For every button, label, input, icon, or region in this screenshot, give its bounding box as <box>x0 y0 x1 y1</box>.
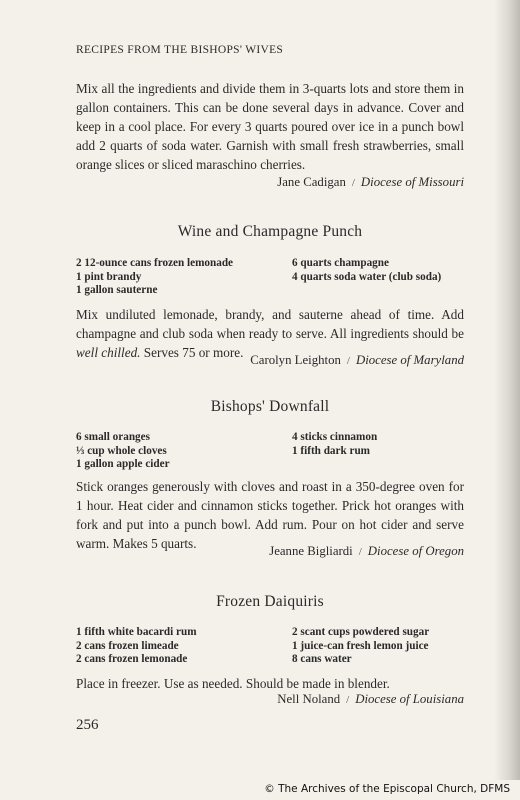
ingredient: 4 quarts soda water (club soda) <box>292 270 442 283</box>
ingredient: 2 cans frozen limeade <box>76 639 179 652</box>
author-name: Nell Noland <box>277 692 341 706</box>
recipe-attribution <box>250 353 464 368</box>
ingredients-left <box>76 257 233 298</box>
ingredient: 6 small oranges <box>76 431 150 443</box>
ingredient: 1 gallon apple cider <box>76 458 170 470</box>
recipe-attribution <box>269 544 464 559</box>
ingredient: ⅓ cup whole cloves <box>76 444 167 457</box>
ingredient: 1 pint brandy <box>76 270 142 283</box>
recipe-title: Frozen Daiquiris <box>216 593 324 610</box>
diocese-name: Diocese of Oregon <box>367 544 464 558</box>
diocese-name: Diocese of Maryland <box>355 353 464 367</box>
ingredient: 1 fifth dark rum <box>292 444 371 457</box>
diocese-name: Diocese of Missouri <box>360 175 464 189</box>
ingredient: 8 cans water <box>292 653 352 665</box>
page-number: 256 <box>76 717 99 733</box>
ingredient: 2 12-ounce cans frozen lemonade <box>76 257 234 269</box>
author-name: Carolyn Leighton <box>250 353 341 367</box>
ingredients-right <box>292 257 441 284</box>
page-gutter-shadow <box>494 0 520 780</box>
instructions-text: Serves 75 or more. <box>140 345 244 360</box>
separator: / <box>358 546 362 558</box>
recipe-attribution <box>277 692 464 707</box>
ingredient: 1 gallon sauterne <box>76 284 158 296</box>
ingredients-left <box>76 431 170 472</box>
separator: / <box>346 694 350 706</box>
recipe-instructions: Stick oranges generously with cloves and roast in a 350-degree oven for 1 hour. Heat cider and cinnamon sticks together. Prick hot oranges with fork and put into a punch bowl. Add rum. Pour on hot cider and serve warm. Makes 5 quarts. <box>76 479 464 551</box>
recipe-instructions: Place in freezer. Use as needed. Should be made in blender. <box>76 676 390 691</box>
ingredient: 6 quarts champagne <box>292 257 389 269</box>
instructions-emphasis: well chilled. <box>76 345 141 360</box>
ingredient: 2 scant cups powdered sugar <box>292 626 430 638</box>
author-name: Jane Cadigan <box>277 175 346 189</box>
recipe-title: Bishops' Downfall <box>210 398 330 415</box>
diocese-name: Diocese of Louisiana <box>355 692 464 706</box>
ingredient: 1 juice-can fresh lemon juice <box>292 639 429 652</box>
ingredients-right <box>292 431 377 458</box>
ingredient: 1 fifth white bacardi rum <box>76 626 197 638</box>
copyright-notice: © The Archives of the Episcopal Church, DFMS <box>264 783 510 795</box>
instructions-text: Mix undiluted lemonade, brandy, and sauterne ahead of time. Add champagne and club soda when ready to serve. All ingredients should be <box>76 307 464 341</box>
intro-paragraph: Mix all the ingredients and divide them in 3-quarts lots and store them in gallon containers. This can be done several days in advance. Cover and keep in a cool place. For every 3 quarts poured over ice in a punch bowl add 2 quarts of soda water. Garnish with small fresh strawberries, small orange slices or sliced maraschino cherries. <box>76 81 464 172</box>
ingredient: 2 cans frozen lemonade <box>76 653 188 665</box>
author-name: Jeanne Bigliardi <box>269 544 353 558</box>
separator: / <box>346 355 350 367</box>
ingredients-right <box>292 626 429 667</box>
ingredients-left <box>76 626 197 667</box>
intro-attribution <box>277 175 464 190</box>
separator: / <box>351 177 355 189</box>
ingredient: 4 sticks cinnamon <box>292 431 378 443</box>
running-head: RECIPES FROM THE BISHOPS' WIVES <box>76 44 284 56</box>
recipe-title: Wine and Champagne Punch <box>177 223 363 240</box>
